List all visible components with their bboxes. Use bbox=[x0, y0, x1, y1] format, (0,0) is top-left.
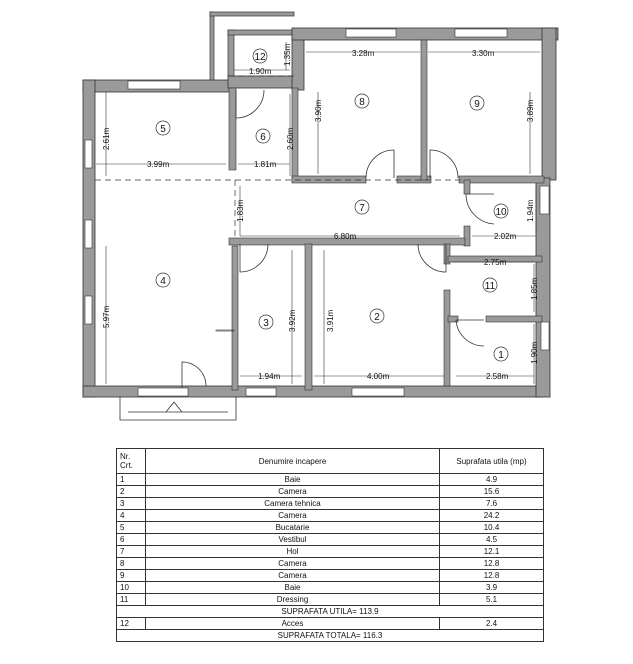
row-nr: 12 bbox=[117, 618, 146, 630]
room-number-8: 8 bbox=[359, 97, 365, 108]
dim-room12-width: 1.90m bbox=[249, 67, 272, 76]
row-area: 4.5 bbox=[440, 534, 544, 546]
dim-room1-height: 1.90m bbox=[530, 341, 539, 364]
row-name: Camera bbox=[146, 558, 440, 570]
room-number-7: 7 bbox=[359, 203, 365, 214]
room-number-6: 6 bbox=[260, 132, 266, 143]
windows bbox=[85, 29, 549, 396]
row-area: 4.9 bbox=[440, 474, 544, 486]
row-name: Baie bbox=[146, 474, 440, 486]
dim-room9-width: 3.30m bbox=[472, 49, 495, 58]
room-number-5: 5 bbox=[160, 124, 166, 135]
room-number-2: 2 bbox=[374, 312, 380, 323]
table-row bbox=[117, 474, 544, 486]
dim-room2-width: 4.00m bbox=[367, 372, 390, 381]
table-row bbox=[117, 570, 544, 582]
row-area: 24.2 bbox=[440, 510, 544, 522]
table-row bbox=[117, 558, 544, 570]
dim-room6-width: 1.81m bbox=[254, 160, 277, 169]
row-nr: 11 bbox=[117, 594, 146, 606]
subtotal-label: SUPRAFATA UTILA= 113.9 bbox=[117, 606, 544, 618]
room-number-10: 10 bbox=[495, 207, 507, 218]
dimension-labels bbox=[102, 43, 539, 381]
row-name: Camera bbox=[146, 510, 440, 522]
row-nr: 8 bbox=[117, 558, 146, 570]
dimension-lines bbox=[96, 42, 540, 384]
room-number-12: 12 bbox=[254, 52, 266, 63]
table-row bbox=[117, 546, 544, 558]
room-number-9: 9 bbox=[474, 99, 480, 110]
row-nr: 2 bbox=[117, 486, 146, 498]
row-name: Camera bbox=[146, 570, 440, 582]
room-number-1: 1 bbox=[498, 350, 504, 361]
dim-room11-height: 1.85m bbox=[530, 277, 539, 300]
room-area-table bbox=[116, 448, 544, 642]
header-area: Suprafata utila (mp) bbox=[440, 449, 544, 474]
room-rows bbox=[117, 474, 544, 606]
row-area: 15.6 bbox=[440, 486, 544, 498]
row-name: Bucatarie bbox=[146, 522, 440, 534]
dim-room3-height: 3.92m bbox=[288, 309, 297, 332]
total-label: SUPRAFATA TOTALA= 116.3 bbox=[117, 630, 544, 642]
row-nr: 10 bbox=[117, 582, 146, 594]
dim-room10-width: 2.02m bbox=[494, 232, 517, 241]
row-area: 3.9 bbox=[440, 582, 544, 594]
table-row bbox=[117, 618, 544, 630]
row-area: 12.1 bbox=[440, 546, 544, 558]
dim-room4-height: 5.97m bbox=[102, 305, 111, 328]
dim-room8-width: 3.28m bbox=[352, 49, 375, 58]
row-name: Camera tehnica bbox=[146, 498, 440, 510]
room-number-11: 11 bbox=[484, 281, 496, 292]
table-row bbox=[117, 498, 544, 510]
table-row bbox=[117, 534, 544, 546]
table-row bbox=[117, 486, 544, 498]
row-area: 12.8 bbox=[440, 570, 544, 582]
row-name: Acces bbox=[146, 618, 440, 630]
dim-room1-width: 2.58m bbox=[486, 372, 509, 381]
row-name: Dressing bbox=[146, 594, 440, 606]
row-nr: 6 bbox=[117, 534, 146, 546]
dim-room5-height: 2.61m bbox=[102, 127, 111, 150]
dim-room10-height: 1.94m bbox=[526, 199, 535, 222]
dim-room7-width: 6.80m bbox=[334, 232, 357, 241]
dim-room6-height: 2.60m bbox=[286, 127, 295, 150]
total-row bbox=[117, 630, 544, 642]
table-row bbox=[117, 594, 544, 606]
row-area: 2.4 bbox=[440, 618, 544, 630]
row-area: 5.1 bbox=[440, 594, 544, 606]
dim-room9-height: 3.89m bbox=[526, 99, 535, 122]
dim-room12-height: 1.35m bbox=[283, 43, 292, 66]
row-nr: 4 bbox=[117, 510, 146, 522]
row-nr: 1 bbox=[117, 474, 146, 486]
row-nr: 9 bbox=[117, 570, 146, 582]
dim-room3-width: 1.94m bbox=[258, 372, 281, 381]
room-number-4: 4 bbox=[160, 276, 166, 287]
row-name: Hol bbox=[146, 546, 440, 558]
dim-room2-height: 3.91m bbox=[326, 309, 335, 332]
row-area: 12.8 bbox=[440, 558, 544, 570]
subtotal-row bbox=[117, 606, 544, 618]
row-area: 10.4 bbox=[440, 522, 544, 534]
row-area: 7.6 bbox=[440, 498, 544, 510]
row-name: Baie bbox=[146, 582, 440, 594]
table-row bbox=[117, 582, 544, 594]
dim-room7-height: 1.83m bbox=[236, 199, 245, 222]
row-nr: 3 bbox=[117, 498, 146, 510]
row-name: Camera bbox=[146, 486, 440, 498]
row-nr: 7 bbox=[117, 546, 146, 558]
dim-room11-width: 2.75m bbox=[484, 258, 507, 267]
row-nr: 5 bbox=[117, 522, 146, 534]
dim-room8-height: 3.90m bbox=[314, 99, 323, 122]
row-name: Vestibul bbox=[146, 534, 440, 546]
room-number-3: 3 bbox=[263, 318, 269, 329]
header-nr: Nr. Crt. bbox=[117, 449, 146, 474]
dim-room5-width: 3.99m bbox=[147, 160, 170, 169]
table-row bbox=[117, 522, 544, 534]
table-row bbox=[117, 510, 544, 522]
dashed-boundaries bbox=[95, 76, 464, 238]
header-name: Denumire incapere bbox=[146, 449, 440, 474]
